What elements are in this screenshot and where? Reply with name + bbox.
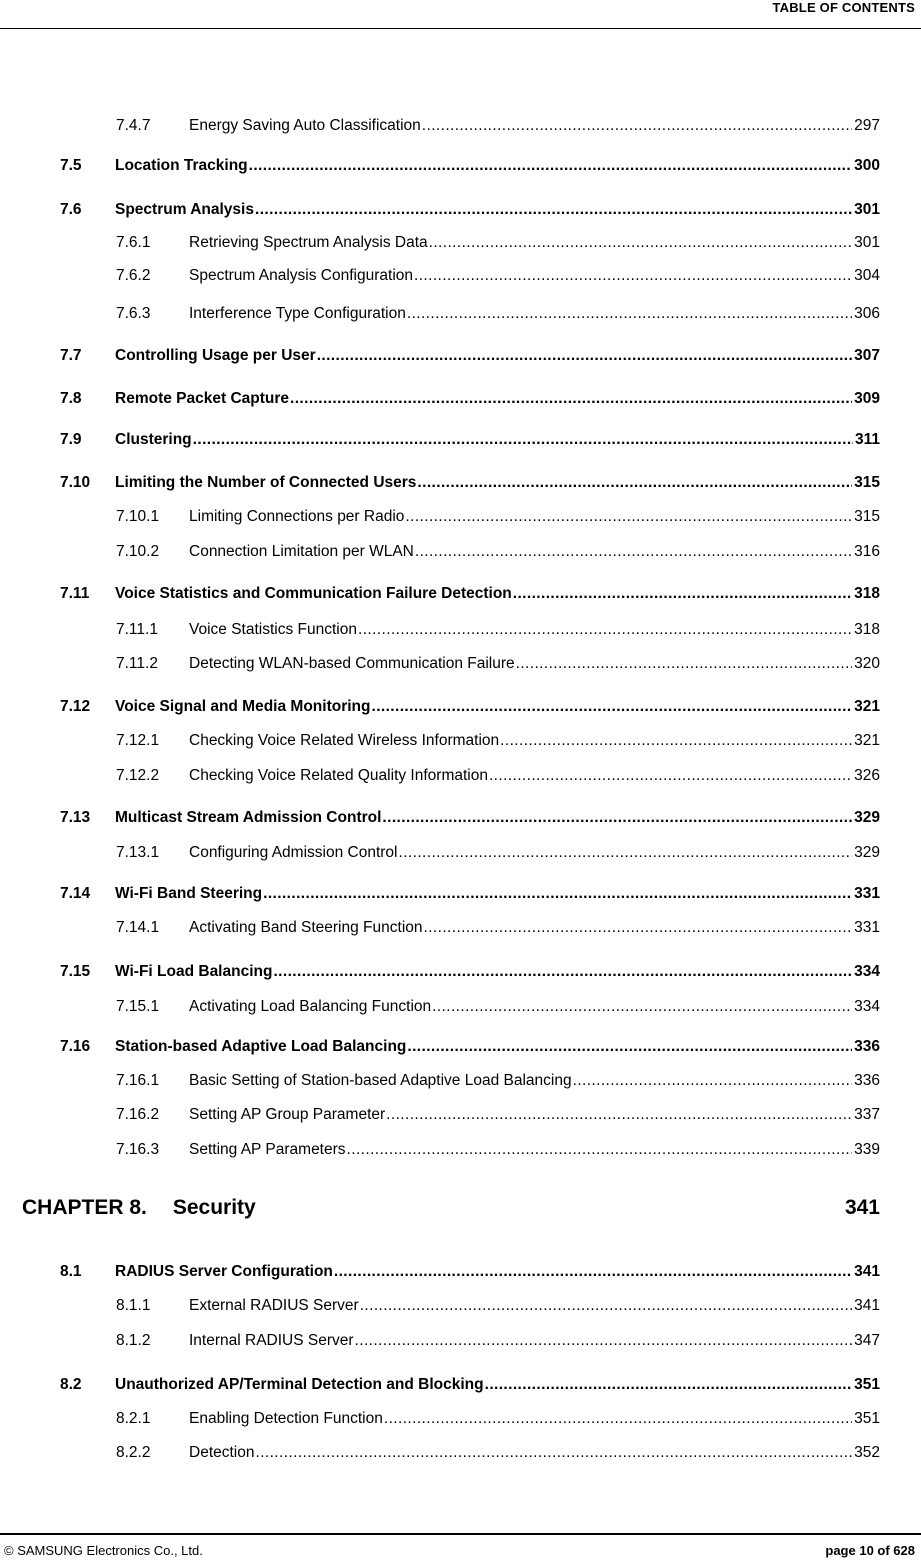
toc-entry-number: 7.14.1	[116, 919, 160, 936]
toc-entry-number: 7.12.2	[116, 767, 160, 784]
dot-leader	[516, 654, 852, 674]
toc-entry-title: Detection	[189, 1444, 255, 1461]
dot-leader	[386, 1105, 852, 1125]
toc-entry-page: 307	[854, 347, 880, 364]
toc-entry-page: 347	[854, 1332, 880, 1349]
toc-entry-page: 297	[854, 117, 880, 134]
dot-leader	[573, 1071, 853, 1091]
toc-entry-title: Enabling Detection Function	[189, 1410, 383, 1427]
dot-leader	[405, 507, 852, 527]
dot-leader	[432, 997, 852, 1017]
toc-entry-title: Activating Band Steering Function	[189, 919, 423, 936]
toc-entry[interactable]	[60, 473, 880, 493]
toc-entry-title: Interference Type Configuration	[189, 305, 406, 322]
toc-entry-title: Remote Packet Capture	[115, 390, 290, 407]
dot-leader	[273, 962, 852, 982]
toc-entry-page: 315	[854, 474, 880, 491]
toc-entry-page: 318	[854, 585, 880, 602]
toc-entry-page: 329	[854, 844, 880, 861]
toc-entry[interactable]	[60, 156, 880, 176]
toc-entry-title: Basic Setting of Station-based Adaptive Load Balancing	[189, 1072, 572, 1089]
toc-entry-title: Spectrum Analysis	[115, 201, 254, 218]
toc-entry[interactable]	[60, 584, 880, 604]
toc-entry-title: Multicast Stream Admission Control	[115, 809, 382, 826]
toc-entry-title: Limiting the Number of Connected Users	[115, 474, 417, 491]
toc-entry[interactable]	[116, 233, 880, 253]
toc-entry-title: Station-based Adaptive Load Balancing	[115, 1038, 407, 1055]
toc-entry[interactable]	[116, 507, 880, 527]
toc-entry-page: 339	[854, 1141, 880, 1158]
toc-entry-title: Checking Voice Related Quality Information	[189, 767, 488, 784]
toc-entry[interactable]	[116, 620, 880, 640]
chapter-page: 341	[844, 1196, 880, 1219]
toc-entry[interactable]	[60, 962, 880, 982]
dot-leader	[334, 1262, 852, 1282]
toc-entry-title: Spectrum Analysis Configuration	[189, 267, 414, 284]
toc-entry-number: 7.16.3	[116, 1141, 160, 1158]
toc-entry-number: 7.10.1	[116, 508, 160, 525]
toc-entry[interactable]	[60, 1037, 880, 1057]
toc-entry[interactable]	[60, 1262, 880, 1282]
page-footer	[0, 1533, 921, 1567]
toc-entry-title: Voice Statistics Function	[189, 621, 357, 638]
toc-entry-title: Unauthorized AP/Terminal Detection and Blocking	[115, 1376, 484, 1393]
toc-entry-title: Location Tracking	[115, 157, 248, 174]
toc-entry-number: 7.15.1	[116, 998, 160, 1015]
dot-leader	[193, 430, 853, 450]
toc-entry-title: Setting AP Parameters	[189, 1141, 346, 1158]
footer-page-number: page 10 of 628	[825, 1543, 915, 1558]
toc-entry[interactable]	[116, 1140, 880, 1160]
toc-entry-page: 352	[854, 1444, 880, 1461]
toc-entry-page: 315	[854, 508, 880, 525]
toc-entry[interactable]	[116, 1296, 880, 1316]
toc-entry-title: Setting AP Group Parameter	[189, 1106, 386, 1123]
toc-entry-title: Wi-Fi Load Balancing	[115, 963, 273, 980]
toc-entry[interactable]	[60, 884, 880, 904]
toc-entry-number: 8.1	[60, 1263, 82, 1280]
toc-entry[interactable]	[60, 1375, 880, 1395]
toc-entry-number: 7.11	[60, 585, 90, 602]
toc-entry-page: 336	[854, 1038, 880, 1055]
chapter-title: Security	[172, 1196, 256, 1219]
toc-entry-number: 7.6	[60, 201, 82, 218]
dot-leader	[371, 697, 852, 717]
dot-leader	[290, 389, 852, 409]
toc-entry-number: 7.5	[60, 157, 82, 174]
toc-entry-title: Energy Saving Auto Classification	[189, 117, 421, 134]
toc-entry[interactable]	[116, 1105, 880, 1125]
toc-entry-title: Retrieving Spectrum Analysis Data	[189, 234, 428, 251]
toc-entry[interactable]	[60, 200, 880, 220]
dot-leader	[347, 1140, 853, 1160]
toc-entry-title: Connection Limitation per WLAN	[189, 543, 414, 560]
toc-entry-title: Controlling Usage per User	[115, 347, 316, 364]
toc-entry-title: Voice Statistics and Communication Failure Detection	[115, 585, 512, 602]
toc-entry-number: 8.2.1	[116, 1410, 151, 1427]
toc-entry-title: Limiting Connections per Radio	[189, 508, 405, 525]
toc-entry-number: 7.11.1	[116, 621, 158, 638]
toc-entry[interactable]	[60, 430, 880, 450]
toc-entry-title: Checking Voice Related Wireless Information	[189, 732, 500, 749]
dot-leader	[414, 266, 852, 286]
toc-entry-page: 320	[854, 655, 880, 672]
toc-entry-number: 7.16.1	[116, 1072, 160, 1089]
toc-entry-page: 341	[854, 1263, 880, 1280]
dot-leader	[513, 584, 852, 604]
toc-entry-page: 309	[854, 390, 880, 407]
toc-entry-number: 7.16.2	[116, 1106, 160, 1123]
toc-entry-number: 7.13.1	[116, 844, 160, 861]
toc-entry-number: 7.10	[60, 474, 91, 491]
toc-entry-number: 7.9	[60, 431, 82, 448]
toc-entry[interactable]	[116, 654, 880, 674]
toc-entry[interactable]	[116, 1331, 880, 1351]
toc-entry-page: 331	[854, 885, 880, 902]
toc-entry-title: Internal RADIUS Server	[189, 1332, 354, 1349]
toc-entry-number: 8.2	[60, 1376, 82, 1393]
dot-leader	[355, 1331, 853, 1351]
dot-leader	[429, 233, 852, 253]
dot-leader	[407, 304, 852, 324]
toc-entry-number: 7.12.1	[116, 732, 160, 749]
toc-entry-page: 329	[854, 809, 880, 826]
toc-entry-page: 337	[854, 1106, 880, 1123]
dot-leader	[255, 1443, 852, 1463]
footer-copyright: © SAMSUNG Electronics Co., Ltd.	[4, 1543, 203, 1558]
toc-entry-number: 8.1.1	[116, 1297, 151, 1314]
toc-entry[interactable]	[116, 997, 880, 1017]
toc-entry-page: 351	[854, 1410, 880, 1427]
toc-entry-title: Wi-Fi Band Steering	[115, 885, 263, 902]
dot-leader	[407, 1037, 852, 1057]
toc-entry[interactable]	[116, 1443, 880, 1463]
dot-leader	[415, 542, 852, 562]
toc-entry-page: 301	[854, 201, 880, 218]
toc-entry[interactable]	[116, 542, 880, 562]
toc-entry-title: Activating Load Balancing Function	[189, 998, 432, 1015]
header-title: TABLE OF CONTENTS	[772, 0, 915, 15]
toc-entry-page: 306	[854, 305, 880, 322]
toc-entry-page: 326	[854, 767, 880, 784]
toc-entry-number: 7.4.7	[116, 117, 151, 134]
toc-entry[interactable]	[116, 1071, 880, 1091]
toc-entry-number: 7.14	[60, 885, 91, 902]
toc-entry-page: 351	[854, 1376, 880, 1393]
dot-leader	[360, 1296, 852, 1316]
toc-entry-number: 7.6.2	[116, 267, 151, 284]
dot-leader	[422, 116, 852, 136]
toc-entry[interactable]	[60, 808, 880, 828]
toc-entry-page: 341	[854, 1297, 880, 1314]
toc-entry-page: 321	[854, 698, 880, 715]
toc-entry-number: 8.2.2	[116, 1444, 151, 1461]
page-header	[0, 0, 921, 29]
dot-leader	[500, 731, 852, 751]
toc-entry-number: 7.15	[60, 963, 91, 980]
toc-entry-number: 7.13	[60, 809, 91, 826]
toc-entry-page: 336	[854, 1072, 880, 1089]
toc-entry-page: 304	[854, 267, 880, 284]
toc-entry[interactable]	[116, 731, 880, 751]
toc-entry[interactable]	[116, 918, 880, 938]
toc-entry[interactable]	[116, 766, 880, 786]
toc-entry-title: Voice Signal and Media Monitoring	[115, 698, 371, 715]
dot-leader	[255, 200, 852, 220]
toc-entry[interactable]	[116, 266, 880, 286]
dot-leader	[417, 473, 852, 493]
toc-entry-number: 7.10.2	[116, 543, 160, 560]
toc-entry[interactable]	[60, 697, 880, 717]
toc-entry-page: 318	[854, 621, 880, 638]
toc-entry-number: 7.6.1	[116, 234, 151, 251]
toc-entry[interactable]	[60, 346, 880, 366]
dot-leader	[263, 884, 852, 904]
toc-entry-page: 316	[854, 543, 880, 560]
toc-entry-number: 7.8	[60, 390, 82, 407]
dot-leader	[384, 1409, 852, 1429]
toc-entry-title: Configuring Admission Control	[189, 844, 398, 861]
dot-leader	[485, 1375, 853, 1395]
toc-entry-number: 7.7	[60, 347, 82, 364]
toc-entry-number: 8.1.2	[116, 1332, 151, 1349]
dot-leader	[249, 156, 852, 176]
dot-leader	[424, 918, 853, 938]
toc-entry-page: 334	[854, 963, 880, 980]
toc-entry-page: 301	[854, 234, 880, 251]
toc-chapter-entry[interactable]	[22, 1195, 880, 1221]
chapter-number: CHAPTER 8.	[22, 1196, 147, 1219]
dot-leader	[399, 843, 853, 863]
dot-leader	[317, 346, 852, 366]
toc-entry-title: RADIUS Server Configuration	[115, 1263, 333, 1280]
toc-entry-number: 7.12	[60, 698, 91, 715]
toc-entry-page: 334	[854, 998, 880, 1015]
toc-entry[interactable]	[116, 116, 880, 136]
toc-entry[interactable]	[116, 843, 880, 863]
toc-entry[interactable]	[60, 389, 880, 409]
toc-entry-title: Clustering	[115, 431, 192, 448]
toc-entry-page: 311	[854, 431, 880, 448]
toc-entry-page: 300	[854, 157, 880, 174]
toc-entry-number: 7.6.3	[116, 305, 151, 322]
dot-leader	[489, 766, 852, 786]
dot-leader	[358, 620, 852, 640]
dot-leader	[382, 808, 852, 828]
toc-entry-page: 321	[854, 732, 880, 749]
toc-entry-title: Detecting WLAN-based Communication Failure	[189, 655, 515, 672]
toc-entry-title: External RADIUS Server	[189, 1297, 359, 1314]
toc-entry[interactable]	[116, 1409, 880, 1429]
toc-entry[interactable]	[116, 304, 880, 324]
toc-entry-number: 7.16	[60, 1038, 91, 1055]
toc-entry-page: 331	[854, 919, 880, 936]
toc-entry-number: 7.11.2	[116, 655, 158, 672]
